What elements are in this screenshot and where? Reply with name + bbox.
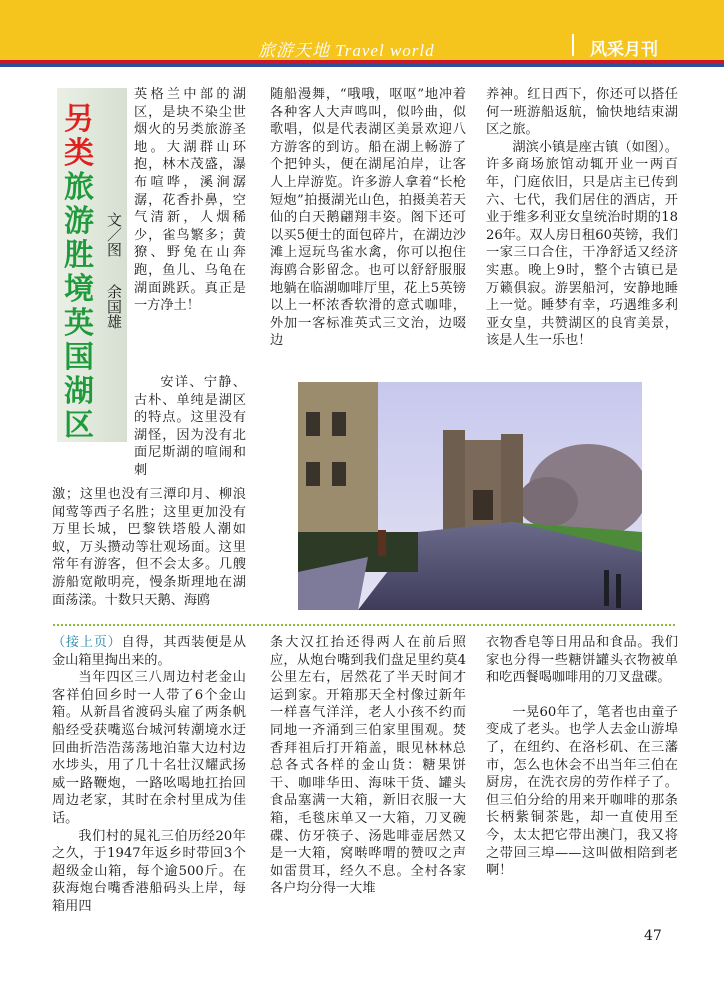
continued-col2: 条大汉扛抬还得两人在前后照应，从炮台嘴到我们盘足里约莫4公里左右，居然花了半天时间才运到家。开箱那天全村像过新年一样喜气洋洋，老人小孩不约而同地一齐涌到三伯家里围观。焚香拜祖后打开箱盖，眼见林林总总各式各样的金山货：糖果饼干、咖啡华田、海味干货、罐头食品塞满一大箱，新旧衣服一大箱，毛毯床单又一大箱，刀叉碗碟、仿牙筷子、汤匙啡壶居然又是一大箱，窝啭哗喟的赞叹之声如雷贯耳，经久不息。全村各家各户均分得一大堆 bbox=[270, 635, 466, 897]
article-col1-wide: 激；这里也没有三潭印月、柳浪闻莺等西子名胜；这里更加没有万里长城，巴黎铁塔般人潮如蚁，万头攒动等壮观场面。这里常年有游客，但不会太多。几艘游船宽敞明亮，慢条斯理地在湖面荡漾。十数只天鹅、海鸥 bbox=[52, 487, 246, 608]
title-char: 国 bbox=[64, 340, 94, 375]
title-char: 游 bbox=[64, 204, 94, 239]
continued-col3-p2: 一晃60年了，笔者也由童子变成了老头。也学人去金山游埠了，在纽约、在洛杉矶、在三藩市，怎么也休会不出当年三伯在厨房，在洗衣房的劳作样子了。但三伯分给的用来开咖啡的那条长柄紫铜茶匙，却一直使用至今，太太把它带出澳门，我又将之带回三埠——这叫做相陪到老啊！ bbox=[486, 704, 678, 879]
continued-col1-p2: 当年四区三八周边村老金山客祥伯回乡时一人带了6个金山箱。从新昌省渡码头雇了两条帆船经受获嘴巡台城河转潮境水迂回曲折浩浩荡荡地泊靠大边村边水埗头，用了几十名壮汉耀武扬威一路鞭炮，一路吆喝地扛抬回周边老家，其时在余村里成为佳话。 bbox=[52, 670, 246, 826]
title-char: 区 bbox=[64, 408, 94, 443]
continued-col1 bbox=[52, 634, 246, 916]
title-char: 湖 bbox=[64, 374, 94, 409]
section-divider bbox=[53, 624, 675, 626]
page-number: 47 bbox=[644, 928, 662, 944]
continued-col1-first: 自得，其西装便是从金山箱里掏出来的。 bbox=[52, 635, 247, 668]
byline-label: 文／图 bbox=[105, 212, 123, 257]
header-column-name: 风采月刊 bbox=[590, 40, 658, 60]
title-char: 英 bbox=[64, 306, 94, 341]
byline-author: 余国雄 bbox=[105, 284, 123, 329]
title-char: 旅 bbox=[64, 170, 94, 205]
article-col1-narrow-a: 英格兰中部的湖区，是块不染尘世烟火的另类旅游圣地。大湖群山环抱，林木茂盛，瀑布喧哗，溪涧潺潺，花香扑鼻，空气清新，人烟稀少，雀鸟繁多；黄獠、野兔在山奔跑，鱼儿、乌龟在湖面跳跃。真正是一方净土！ bbox=[134, 87, 246, 314]
title-char: 类 bbox=[64, 136, 94, 171]
title-char: 胜 bbox=[64, 238, 94, 273]
castle-photo bbox=[298, 382, 642, 610]
article-title bbox=[64, 103, 94, 443]
article-col3 bbox=[486, 86, 678, 350]
article-col3-p2: 湖滨小镇是座古镇（如图）。许多商场旅馆动辄开业一两百年，门庭依旧，只是店主已传到六、七代，我们居住的酒店，开业于维多利亚女皇统治时期的1826年。双人房日租60英镑，我们一家三口合住，干净舒适又经济实惠。晚上9时，整个古镇已是万籁俱寂。游罢船河，安静地睡上一觉。睡梦有幸，巧遇维多利亚女皇，共赞湖区的良宵美景，该是人生一乐也！ bbox=[486, 139, 678, 349]
article-col1-narrow-b: 安详、宁静、古朴、单纯是湖区的特点。这里没有湖怪，因为没有北面尼斯湖的喧闹和刺 bbox=[134, 375, 246, 478]
header-section-title: 旅游天地 Travel world bbox=[258, 41, 435, 60]
title-char: 境 bbox=[64, 272, 94, 307]
header-separator bbox=[572, 34, 574, 56]
page-header bbox=[0, 0, 724, 60]
continued-marker: （接上页） bbox=[52, 635, 122, 650]
header-rule-blue bbox=[0, 64, 724, 67]
article-col3-p1: 养神。红日西下，你还可以搭任何一班游船返航，愉快地结束湖区之旅。 bbox=[486, 87, 678, 138]
article-col2: 随船漫舞，“哦哦，呕呕”地冲着各种客人大声鸣叫，似吟曲，似歌唱，似是代表湖区美景欢迎八方游客的到访。船在湖上畅游了个把钟头，便在湖尾泊岸，让客人上岸游览。许多游人拿着“长枪短炮”拍摄湖光山色，拍摄美若天仙的白天鹅翩翔丰姿。阁下还可以买5便士的面包碎片，在湖边沙滩上逗玩鸟雀水禽，你可以抱住海鸥合影留念。也可以舒舒服服地躺在临湖咖啡厅里，花上5英镑以上一杯浓香软滑的意式咖啡，外加一客标准英式三文治，边啜边 bbox=[270, 87, 466, 349]
title-char: 另 bbox=[64, 102, 94, 137]
continued-col3 bbox=[486, 634, 678, 880]
continued-col1-p1 bbox=[52, 634, 246, 669]
continued-col1-p3: 我们村的晁礼三伯历经20年之久，于1947年返乡时带回3个超级金山箱，每个逾500斤。在荻海炮台嘴香港船码头上岸，每箱用四 bbox=[52, 828, 246, 914]
continued-col3-p1: 衣物香皂等日用品和食品。我们家也分得一些糖饼罐头衣物被单和吃西餐喝咖啡用的刀叉盘碟。 bbox=[486, 635, 678, 686]
